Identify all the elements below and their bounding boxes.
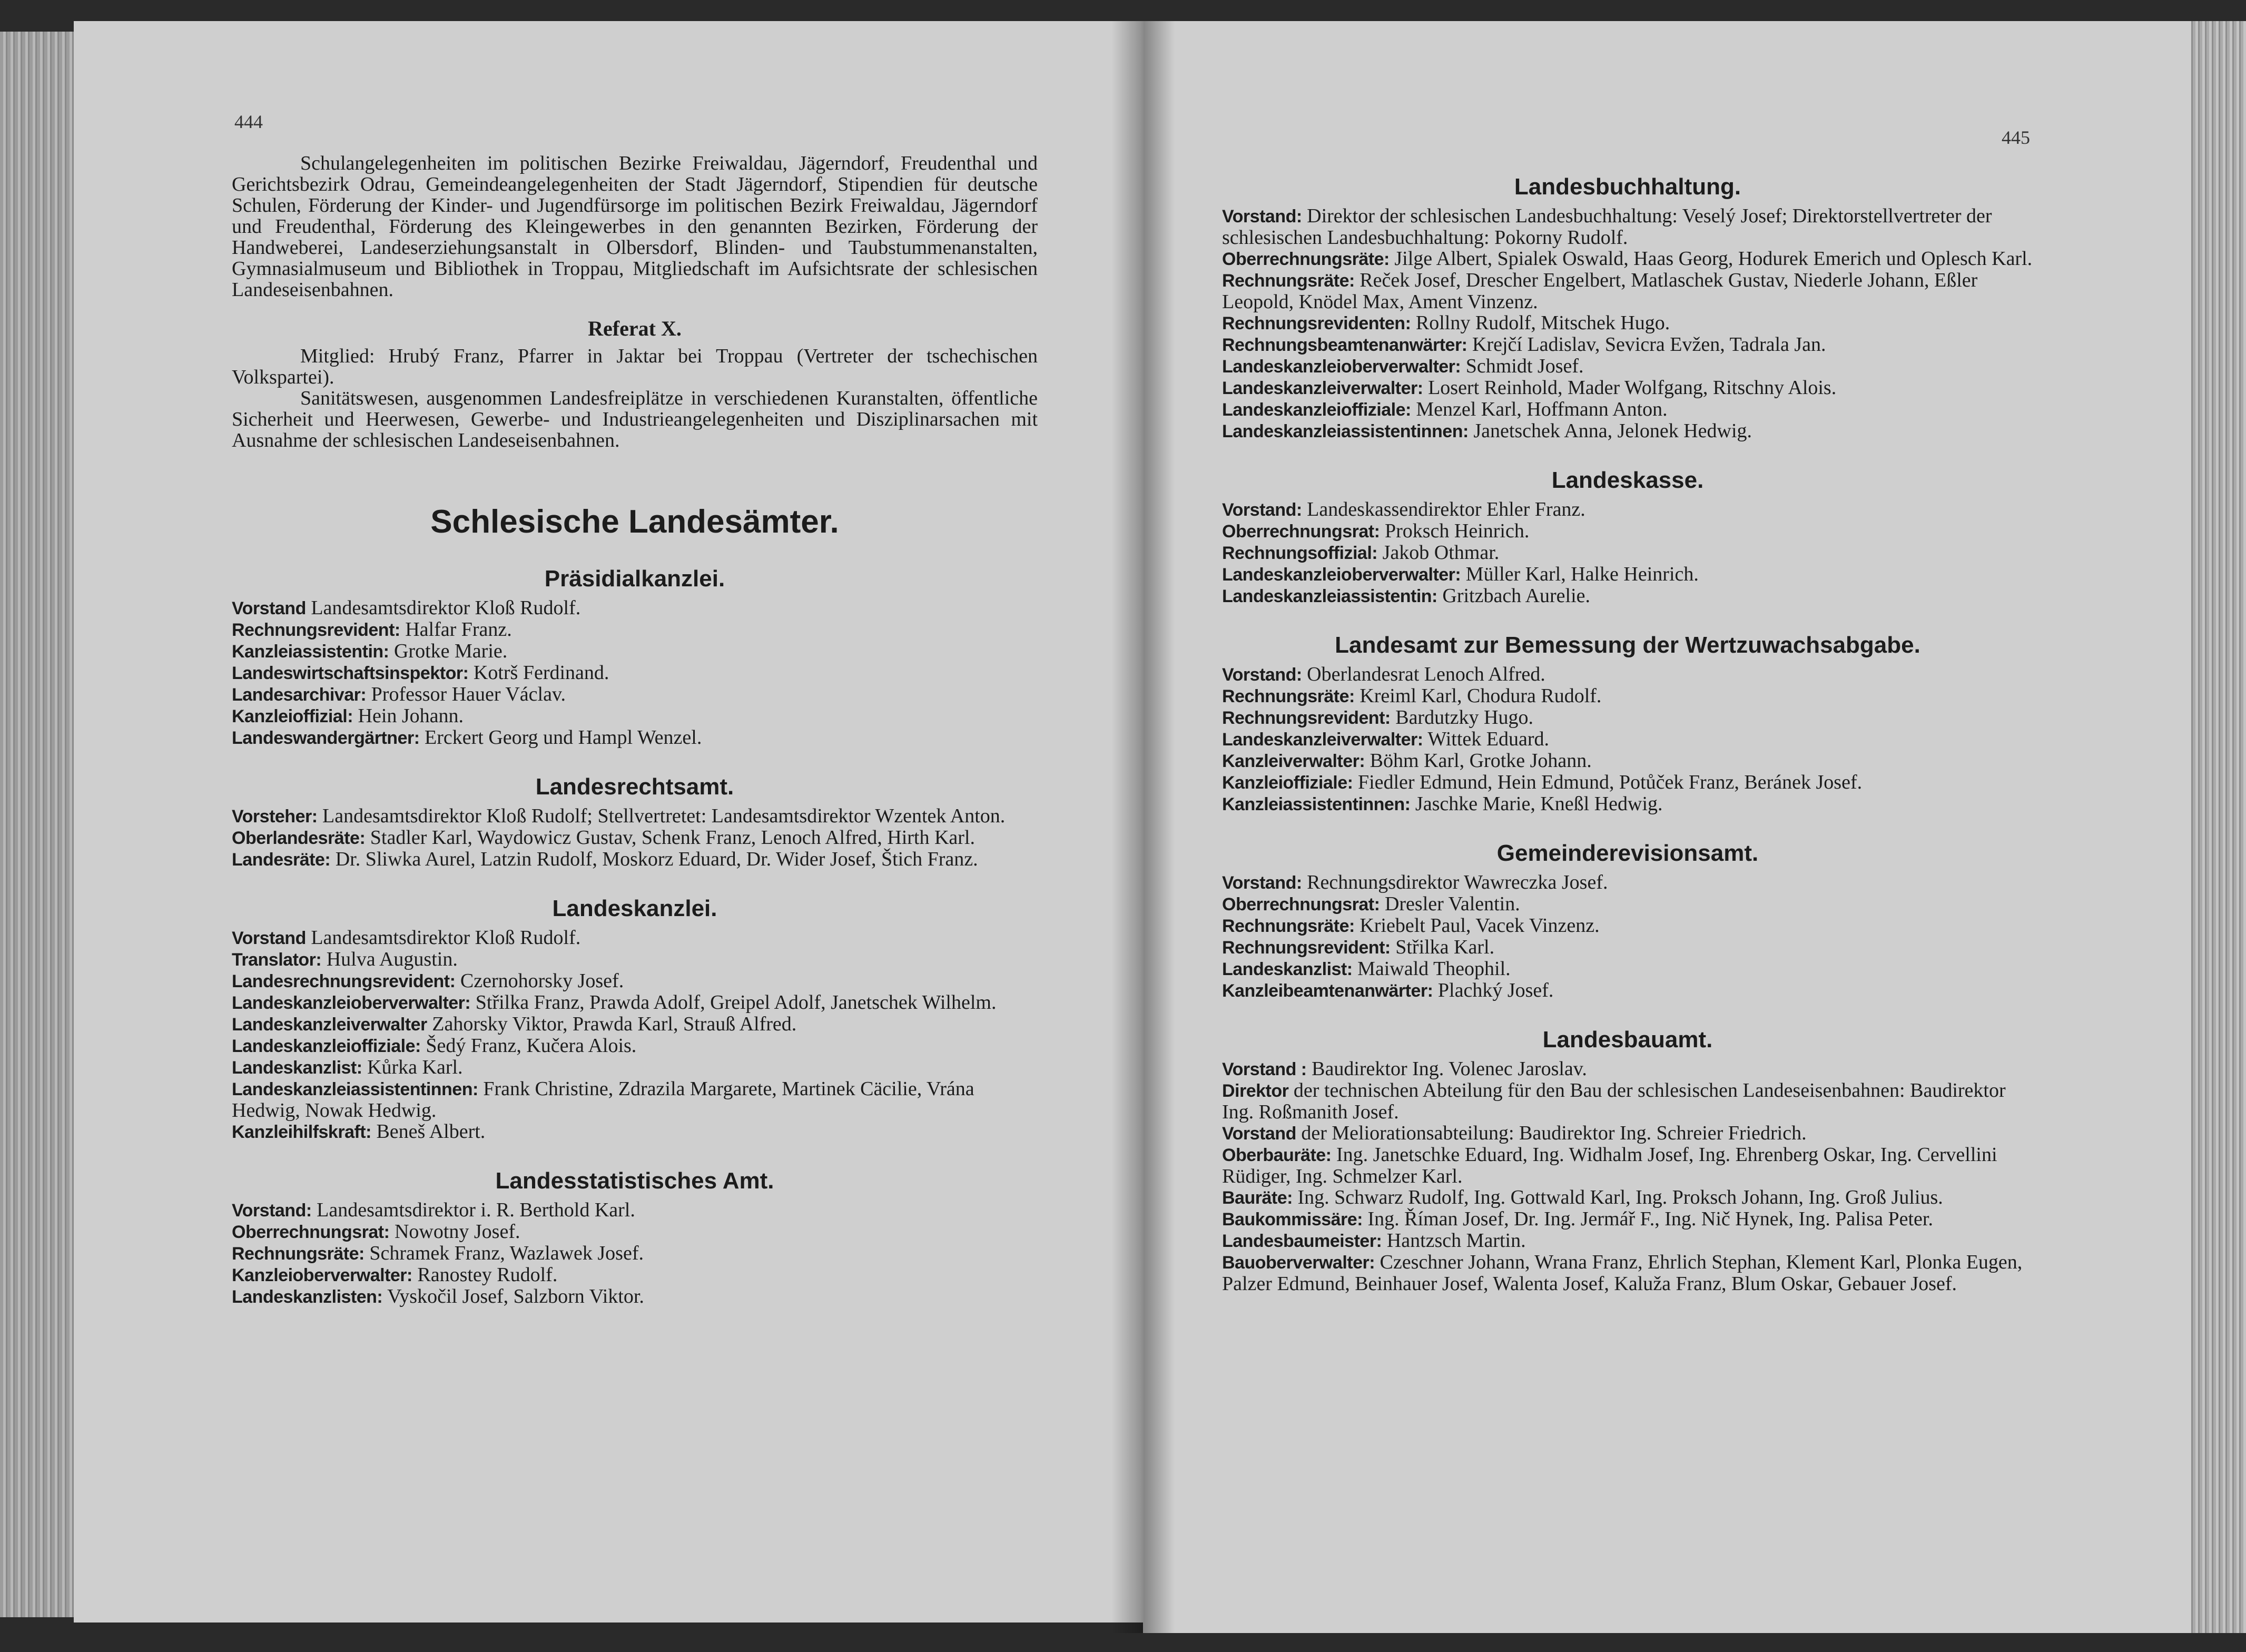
entry (1222, 872, 2033, 893)
entry-label: Landeskanzleioberverwalter: (232, 993, 471, 1013)
entry-text: Zahorsky Viktor, Prawda Karl, Strauß Alfred. (432, 1013, 797, 1035)
entry-text: Nowotny Josef. (394, 1221, 520, 1243)
entry (232, 805, 1038, 827)
entry (1222, 750, 2033, 772)
entry-label: Landeskanzlist: (232, 1058, 362, 1078)
entry (232, 1121, 1038, 1143)
entry-text: Stadler Karl, Waydowicz Gustav, Schenk Franz, Lenoch Alfred, Hirth Karl. (370, 827, 975, 849)
entry (1222, 377, 2033, 399)
entry-label: Landeswirtschaftsinspektor: (232, 663, 469, 683)
entry-text: Hantzsch Martin. (1386, 1230, 1526, 1252)
entry-text: Jilge Albert, Spialek Oswald, Haas Georg, Hodurek Emerich und Oplesch Karl. (1394, 248, 2033, 270)
entry-label: Vorstand: (232, 1201, 312, 1221)
entry (1222, 420, 2033, 442)
entry (1222, 542, 2033, 564)
entry (1222, 334, 2033, 356)
entry (1222, 958, 2033, 980)
entry (1222, 685, 2033, 707)
entry (232, 849, 1038, 870)
entry (1222, 248, 2033, 270)
entry-text: Hulva Augustin. (326, 948, 458, 970)
entry-text: Gritzbach Aurelie. (1442, 585, 1591, 607)
entry (1222, 564, 2033, 585)
entry-label: Oberrechnungsrat: (1222, 894, 1380, 914)
section-title: Landeskanzlei. (552, 896, 717, 921)
entry-text: Schmidt Josef. (1465, 355, 1584, 377)
entry (1222, 205, 2033, 248)
entry-text: Střilka Franz, Prawda Adolf, Greipel Adolf, Janetschek Wilhelm. (475, 991, 997, 1014)
entry (232, 1286, 1038, 1307)
entry (232, 641, 1038, 662)
entry-label: Landeskanzleiassistentin: (1222, 586, 1437, 606)
entry-text: Baudirektor Ing. Volenec Jaroslav. (1312, 1058, 1587, 1080)
entry-label: Oberrechnungsrat: (1222, 522, 1380, 542)
entry-text: Oberlandesrat Lenoch Alfred. (1307, 663, 1545, 685)
main-title: Schlesische Landesämter. (430, 504, 839, 540)
right-sections (1222, 174, 2033, 1294)
entry-label: Vorstand : (1222, 1059, 1307, 1079)
entry-label: Rechnungsrevidenten: (1222, 313, 1411, 333)
entry-label: Baukommissäre: (1222, 1210, 1363, 1230)
entry-text: Müller Karl, Halke Heinrich. (1465, 563, 1699, 585)
entry-label: Landeskanzleioberverwalter: (1222, 357, 1461, 377)
entry-text: Czeschner Johann, Wrana Franz, Ehrlich Stephan, Klement Karl, Plonka Eugen, Palzer Edmund, Beinhauer Josef, Walenta Josef, Kaluža Franz, Blum Oskar, Gebauer Josef. (1222, 1251, 2023, 1295)
section-title: Landesrechtsamt. (535, 774, 734, 800)
entry-label: Kanzleioffiziale: (1222, 773, 1353, 793)
entry (1222, 270, 2033, 312)
entry-text: Menzel Karl, Hoffmann Anton. (1416, 398, 1668, 420)
entry-label: Kanzleihilfskraft: (232, 1122, 371, 1142)
entry-text: Professor Hauer Václav. (371, 683, 566, 705)
referat-heading: Referat X. (588, 317, 682, 340)
entry (232, 1014, 1038, 1035)
referat-scope: Sanitätswesen, ausgenommen Landesfreiplätze in verschiedenen Kuranstalten, öffentliche Sicherheit und Heerwesen, Gewerbe- und Industrieangelegenheiten und Disziplinarsachen mit Ausnahme der schlesischen Landeseisenbahnen. (232, 387, 1038, 451)
entry-label: Vorstand (232, 928, 306, 948)
entry-text: Hein Johann. (358, 705, 464, 727)
entry (1222, 980, 2033, 1001)
entry-text: Reček Josef, Drescher Engelbert, Matlaschek Gustav, Niederle Johann, Eßler Leopold, Knödel Max, Ament Vinzenz. (1222, 269, 1978, 313)
entry-text: Schramek Franz, Wazlawek Josef. (369, 1242, 644, 1264)
entry-label: Rechnungsrevident: (232, 620, 400, 640)
section-title: Gemeinderevisionsamt. (1496, 840, 1759, 866)
section-title: Landesstatistisches Amt. (495, 1168, 774, 1194)
entry-text: Losert Reinhold, Mader Wolfgang, Ritschny Alois. (1428, 377, 1837, 399)
section-title: Landesbauamt. (1542, 1027, 1713, 1053)
entry-label: Kanzleiassistentin: (232, 642, 389, 662)
entry (232, 992, 1038, 1014)
entry (1222, 707, 2033, 729)
entry-text: Ing. Janetschke Eduard, Ing. Widhalm Josef, Ing. Ehrenberg Oskar, Ing. Cervellini Rüdiger, Ing. Schmelzer Karl. (1222, 1144, 1997, 1187)
entry (232, 705, 1038, 727)
entry-label: Landesarchivar: (232, 685, 367, 705)
entry-label: Landeskanzleiverwalter: (1222, 730, 1423, 750)
entry-text: Jakob Othmar. (1382, 542, 1500, 564)
section-title: Landeskasse. (1551, 467, 1704, 493)
entry-label: Oberlandesräte: (232, 828, 366, 848)
entry (232, 684, 1038, 705)
entry-label: Kanzleioffizial: (232, 706, 353, 726)
entry (1222, 664, 2033, 685)
entry-label: Vorstand: (1222, 206, 1302, 227)
entry-label: Vorstand: (1222, 873, 1302, 893)
entry-label: Landeskanzleioffiziale: (1222, 400, 1411, 420)
entry (232, 597, 1038, 619)
page-number-left: 444 (234, 111, 263, 132)
left-sections (232, 566, 1038, 1307)
entry-label: Rechnungsräte: (232, 1244, 365, 1264)
entry-text: Frank Christine, Zdrazila Margarete, Martinek Cäcilie, Vrána Hedwig, Nowak Hedwig. (232, 1078, 974, 1122)
entry-text: Wittek Eduard. (1427, 728, 1550, 750)
entry (1222, 520, 2033, 542)
entry-text: Erckert Georg und Hampl Wenzel. (425, 726, 702, 749)
page-number-right: 445 (2002, 127, 2030, 148)
entry (232, 827, 1038, 849)
entry (232, 927, 1038, 949)
entry (1222, 937, 2033, 958)
entry-text: Proksch Heinrich. (1384, 520, 1530, 542)
entry-text: Halfar Franz. (405, 618, 512, 641)
entry-text: Janetschek Anna, Jelonek Hedwig. (1473, 420, 1752, 442)
entry-label: Bauoberverwalter: (1222, 1253, 1375, 1273)
section-title: Landesamt zur Bemessung der Wertzuwachsabgabe. (1335, 632, 1920, 658)
entry (1222, 312, 2033, 334)
entry-label: Landeswandergärtner: (232, 728, 420, 748)
entry (1222, 1230, 2033, 1252)
entry (1222, 1080, 2033, 1123)
entry-label: Landesbaumeister: (1222, 1231, 1382, 1251)
entry-label: Translator: (232, 950, 322, 970)
entry-text: Kůrka Karl. (367, 1056, 463, 1078)
entry-label: Rechnungsoffizial: (1222, 543, 1378, 563)
entry (1222, 499, 2033, 520)
entry-label: Rechnungsräte: (1222, 916, 1355, 936)
entry-text: Ing. Říman Josef, Dr. Ing. Jermář F., Ing. Nič Hynek, Ing. Palisa Peter. (1367, 1208, 1933, 1230)
entry-text: Kreiml Karl, Chodura Rudolf. (1360, 685, 1602, 707)
entry (232, 1035, 1038, 1057)
entry-text: Landesamtsdirektor i. R. Berthold Karl. (317, 1199, 635, 1221)
entry-text: Bardutzky Hugo. (1395, 706, 1533, 729)
entry-text: Ing. Schwarz Rudolf, Ing. Gottwald Karl, Ing. Proksch Johann, Ing. Groß Julius. (1297, 1186, 1943, 1208)
entry (1222, 772, 2033, 793)
entry (1222, 1123, 2033, 1144)
entry-text: Jaschke Marie, Kneßl Hedwig. (1415, 793, 1663, 815)
entry-text: Landesamtsdirektor Kloß Rudolf. (311, 927, 581, 949)
entry-text: Dr. Sliwka Aurel, Latzin Rudolf, Moskorz Eduard, Dr. Wider Josef, Štich Franz. (335, 848, 978, 870)
entry (232, 619, 1038, 641)
entry-label: Kanzleiverwalter: (1222, 751, 1365, 771)
entry (1222, 893, 2033, 915)
entry-text: Böhm Karl, Grotke Johann. (1370, 750, 1592, 772)
entry-text: Fiedler Edmund, Hein Edmund, Potůček Franz, Beránek Josef. (1357, 771, 1863, 793)
entry (1222, 729, 2033, 750)
book-edge-right (2186, 21, 2246, 1633)
entry-text: Landeskassendirektor Ehler Franz. (1307, 498, 1585, 520)
entry-label: Vorstand (1222, 1124, 1296, 1144)
entry-text: Rollny Rudolf, Mitschek Hugo. (1415, 312, 1670, 334)
entry-label: Vorstand (232, 598, 306, 618)
entry-text: Direktor der schlesischen Landesbuchhaltung: Veselý Josef; Direktorstellvertreter der schlesischen Landesbuchhaltung: Pokorny Rudolf. (1222, 205, 1992, 249)
entry (232, 1221, 1038, 1243)
entry-text: Vyskočil Josef, Salzborn Viktor. (387, 1285, 644, 1307)
entry-label: Kanzleiassistentinnen: (1222, 794, 1411, 814)
entry (1222, 1208, 2033, 1230)
entry (1222, 399, 2033, 420)
entry (232, 662, 1038, 684)
section-title: Präsidialkanzlei. (544, 566, 725, 592)
entry-label: Landeskanzleioberverwalter: (1222, 565, 1461, 585)
entry-text: Ranostey Rudolf. (417, 1264, 558, 1286)
entry (1222, 793, 2033, 815)
entry (232, 1243, 1038, 1264)
intro-paragraph: Schulangelegenheiten im politischen Bezirke Freiwaldau, Jägerndorf, Freudenthal und Gerichtsbezirk Odrau, Gemeindeangelegenheiten der Stadt Jägerndorf, Stipendien für deutsche Schulen, Förderung der Kinder- und Jugendfürsorge im politischen Bezirk Freiwaldau, Jägerndorf und Freudenthal, Förderung des Kleingewerbes in den genannten Bezirken, Förderung der Handweberei, Landeserziehungsanstalt in Olbersdorf, Blinden- und Taubstummenanstalten, Gymnasialmuseum und Bibliothek in Troppau, Mitgliedschaft im Aufsichtsrate der schlesischen Landeseisenbahnen. (232, 152, 1038, 301)
entry-label: Rechnungsräte: (1222, 686, 1355, 706)
entry-label: Vorsteher: (232, 807, 318, 827)
entry (232, 1199, 1038, 1221)
entry-text: Landesamtsdirektor Kloß Rudolf; Stellvertretet: Landesamtsdirektor Wzentek Anton. (322, 805, 1006, 827)
entry-text: Rechnungsdirektor Wawreczka Josef. (1307, 871, 1608, 893)
book-edge-left (0, 32, 79, 1617)
referat-member: Mitglied: Hrubý Franz, Pfarrer in Jaktar bei Troppau (Vertreter der tschechischen Volkspartei). (232, 345, 1038, 388)
entry-label: Rechnungsrevident: (1222, 938, 1391, 958)
entry-label: Landesräte: (232, 850, 331, 870)
entry-label: Landeskanzleioffiziale: (232, 1036, 421, 1056)
entry (232, 1078, 1038, 1121)
entry-label: Vorstand: (1222, 665, 1302, 685)
entry-label: Vorstand: (1222, 500, 1302, 520)
entry-label: Bauräte: (1222, 1188, 1293, 1208)
entry-label: Oberrechnungsräte: (1222, 249, 1390, 269)
entry-text: der technischen Abteilung für den Bau der schlesischen Landeseisenbahnen: Baudirektor Ing. Roßmanith Josef. (1222, 1079, 2006, 1123)
entry-label: Kanzleibeamtenanwärter: (1222, 981, 1433, 1001)
entry-text: Kriebelt Paul, Vacek Vinzenz. (1360, 914, 1600, 937)
entry (232, 1057, 1038, 1078)
section-title: Landesbuchhaltung. (1514, 174, 1741, 200)
entry-label: Rechnungsräte: (1222, 271, 1355, 291)
entry (1222, 1144, 2033, 1187)
entry-label: Oberbauräte: (1222, 1145, 1332, 1165)
entry (1222, 1058, 2033, 1080)
entry-text: Dresler Valentin. (1384, 893, 1520, 915)
entry-label: Landeskanzleiverwalter: (1222, 378, 1423, 398)
entry-label: Oberrechnungsrat: (232, 1222, 390, 1242)
entry-text: Landesamtsdirektor Kloß Rudolf. (311, 597, 581, 619)
entry (232, 970, 1038, 992)
entry (1222, 356, 2033, 377)
entry-label: Landeskanzleiassistentinnen: (1222, 421, 1469, 441)
entry-text: Šedý Franz, Kučera Alois. (426, 1035, 637, 1057)
entry-label: Landeskanzleiassistentinnen: (232, 1079, 478, 1099)
entry-label: Rechnungsrevident: (1222, 708, 1391, 728)
entry-label: Landeskanzlisten: (232, 1287, 383, 1307)
entry-label: Landeskanzleiverwalter (232, 1015, 427, 1035)
entry-text: Beneš Albert. (376, 1120, 486, 1143)
entry-text: Kotrš Ferdinand. (473, 662, 609, 684)
entry-text: Maiwald Theophil. (1357, 958, 1511, 980)
entry (232, 727, 1038, 749)
entry-text: Krejčí Ladislav, Sevicra Evžen, Tadrala Jan. (1472, 333, 1826, 356)
entry-label: Direktor (1222, 1081, 1289, 1101)
entry-label: Rechnungsbeamtenanwärter: (1222, 335, 1467, 355)
entry-text: der Meliorationsabteilung: Baudirektor Ing. Schreier Friedrich. (1301, 1122, 1807, 1144)
entry-label: Landeskanzlist: (1222, 959, 1353, 979)
entry-label: Kanzleioberverwalter: (232, 1265, 412, 1285)
entry (1222, 585, 2033, 607)
entry (232, 1264, 1038, 1286)
entry (1222, 915, 2033, 937)
entry-text: Plachký Josef. (1437, 979, 1554, 1001)
right-page-content (1222, 174, 2033, 1294)
entry-text: Střilka Karl. (1395, 936, 1495, 958)
entry-text: Grotke Marie. (393, 640, 508, 662)
entry (1222, 1187, 2033, 1208)
entry-label: Landesrechnungsrevident: (232, 971, 456, 991)
entry (232, 949, 1038, 970)
entry (1222, 1252, 2033, 1294)
entry-text: Czernohorsky Josef. (460, 970, 624, 992)
left-page-content (232, 153, 1038, 1307)
